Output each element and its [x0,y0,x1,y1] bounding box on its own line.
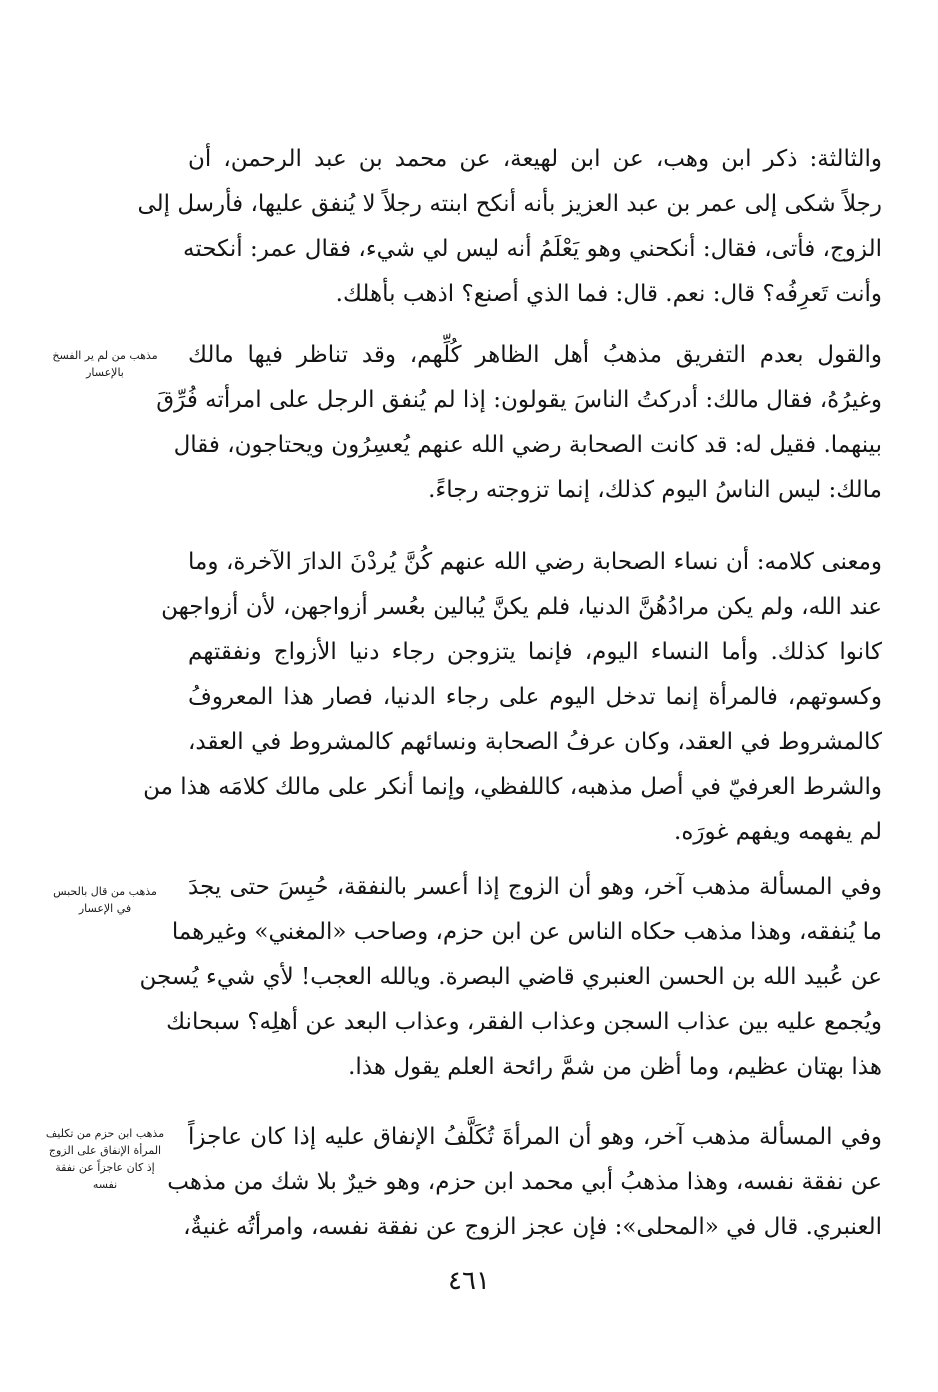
text-line: ويُجمع عليه بين عذاب السجن وعذاب الفقر، وعذاب البعد عن أهلِه؟ سبحانك [166,1009,882,1035]
text-line: عند الله، ولم يكن مرادُهُنَّ الدنيا، فلم يكنَّ يُبالين بعُسر أزواجهن، لأن أزواجهن [161,594,882,620]
paragraph-1 [137,137,882,317]
text-line: ما يُنفقه، وهذا مذهب حكاه الناس عن ابن حزم، وصاحب «المغني» وغيرهما [171,919,882,945]
text-line: بينهما. فقيل له: قد كانت الصحابة رضي الله عنهم يُعسِرُون ويحتاجون، فقال [173,432,882,458]
page-number: ٤٦١ [448,1266,490,1296]
margin-note-line: نفسه [92,1178,118,1191]
text-line: الزوج، فأتى، فقال: أنكحني وهو يَعْلَمُ أنه ليس لي شيء، فقال عمر: أنكحته [183,236,882,262]
text-line: وكسوتهم، فالمرأة إنما تدخل اليوم على رجاء الدنيا، فصار هذا المعروفُ [188,684,882,710]
margin-note-line: مذهب من قال بالحبس [53,885,157,898]
text-line: رجلاً شكى إلى عمر بن عبد العزيز بأنه أنكح ابنته رجلاً لا يُنفق عليها، فأرسل إلى [137,191,882,217]
margin-note-line: إذ كان عاجزاً عن نفقة [55,1161,155,1174]
margin-note-1 [30,347,180,381]
text-line: كالمشروط في العقد، وكان عرفُ الصحابة ونسائهم كالمشروط في العقد، [188,729,882,755]
paragraph-2 [156,333,882,513]
text-line: عن عُبيد الله بن الحسن العنبري قاضي البصرة. ويالله العجب! لأي شيء يُسجن [139,964,882,990]
text-line: لم يفهمه ويفهم غورَه. [674,819,882,845]
margin-note-line: بالإعسار [86,366,124,379]
text-line: مالك: ليس الناسُ اليوم كذلك، إنما تزوجته رجاءً. [428,477,882,503]
text-line: وفي المسألة مذهب آخر، وهو أن الزوج إذا أعسر بالنفقة، حُبِسَ حتى يجدَ [188,874,882,900]
text-line: وغيرُهُ، فقال مالك: أدركتُ الناسَ يقولون: إذا لم يُنفق الرجل على امرأته فُرِّقَ [156,387,882,413]
margin-note-line: مذهب من لم ير الفسخ [52,349,158,362]
text-line: هذا بهتان عظيم، وما أظن من شمَّ رائحة العلم يقول هذا. [348,1054,882,1080]
text-line: وفي المسألة مذهب آخر، وهو أن المرأةَ تُكَلَّفُ الإنفاق عليه إذا كان عاجزاً [188,1124,882,1150]
text-line: كانوا كذلك. وأما النساء اليوم، فإنما يتزوجن رجاء دنيا الأزواج ونفقتهم [188,639,882,665]
text-line: عن نفقة نفسه، وهذا مذهبُ أبي محمد ابن حزم، وهو خيرٌ بلا شك من مذهب [167,1169,882,1195]
text-line: العنبري. قال في «المحلى»: فإن عجز الزوج عن نفقة نفسه، وامرأتُه غنيةٌ، [183,1214,882,1240]
margin-note-line: في الإعسار [78,902,132,915]
text-line: ومعنى كلامه: أن نساء الصحابة رضي الله عنهم كُنَّ يُردْنَ الدارَ الآخرة، وما [188,549,882,575]
paragraph-3 [143,540,882,855]
text-line: والشرط العرفيّ في أصل مذهبه، كاللفظي، وإنما أنكر على مالك كلامَه هذا من [143,774,882,800]
paragraph-4 [139,865,882,1090]
margin-note-line: مذهب ابن حزم من تكليف [45,1127,165,1140]
text-line: وأنت تَعرِفُه؟ قال: نعم. قال: فما الذي أصنع؟ اذهب بأهلك. [335,281,882,307]
paragraph-5 [167,1115,882,1250]
text-line: والقول بعدم التفريق مذهبُ أهل الظاهر كُلِّهم، وقد تناظر فيها مالك [188,342,882,368]
margin-note-line: المرأة الإنفاق على الزوج [48,1144,162,1157]
margin-note-3 [30,1125,180,1193]
text-line: والثالثة: ذكر ابن وهب، عن ابن لهيعة، عن محمد بن عبد الرحمن، أن [188,146,882,172]
margin-note-2 [30,883,180,917]
